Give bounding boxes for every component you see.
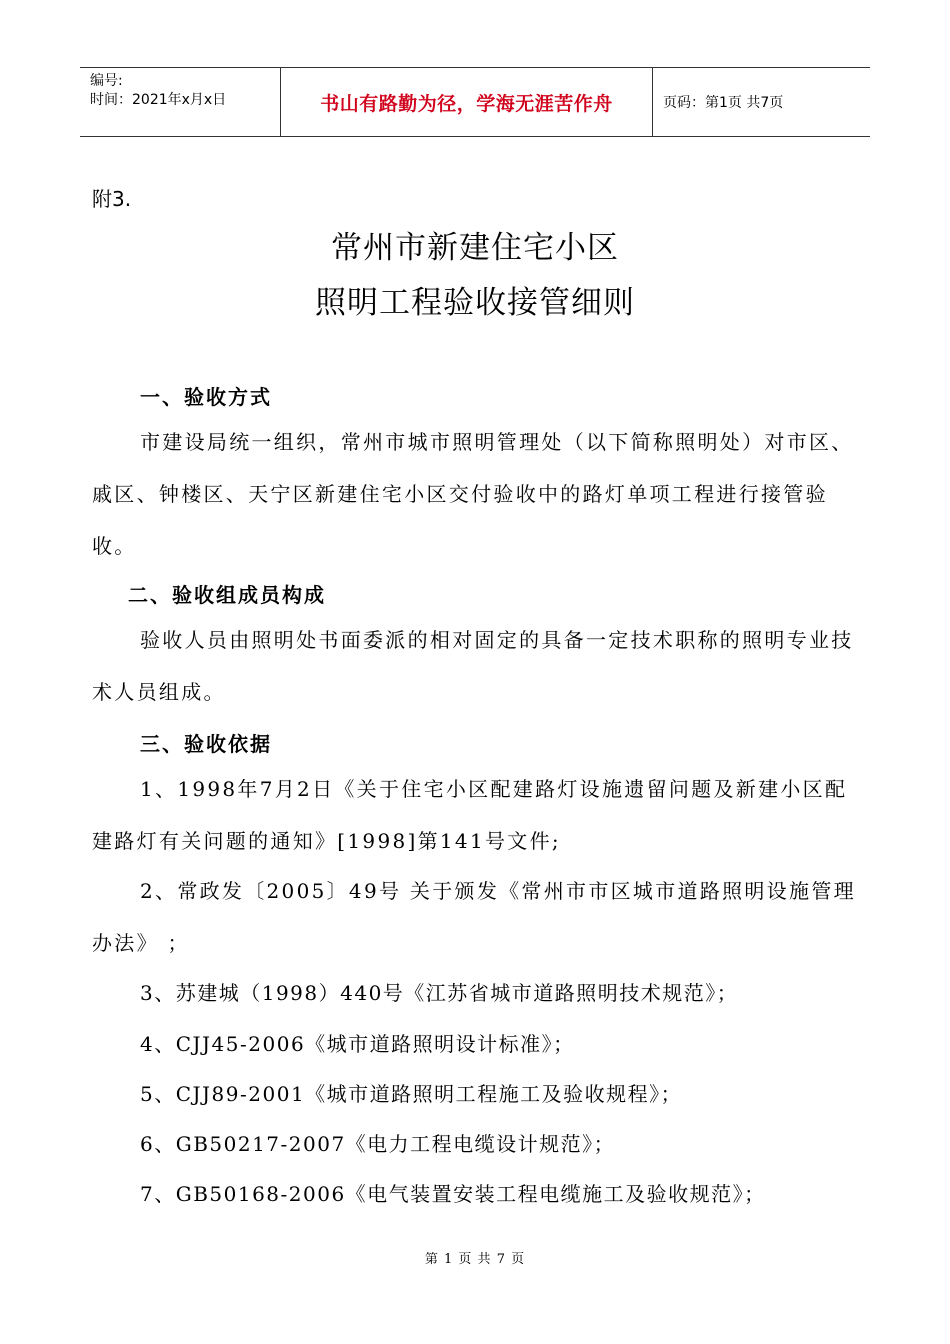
section3-item4: 4、CJJ45-2006《城市道路照明设计标准》； (140, 1032, 575, 1056)
annex-label: 附3. (92, 187, 132, 211)
header-left-cell (80, 68, 281, 136)
section3-heading: 三、验收依据 (140, 732, 272, 756)
motto: 书山有路勤为径，学海无涯苦作舟 (281, 68, 653, 136)
section3-item5: 5、CJJ89-2001《城市道路照明工程施工及验收规程》； (140, 1082, 683, 1106)
date-label: 时间：2021年x月x日 (90, 92, 227, 108)
page-footer: 第 1 页 共 7 页 (424, 1252, 526, 1267)
section3-item3: 3、苏建城（1998）440号《江苏省城市道路照明技术规范》； (140, 981, 739, 1005)
section1-text: 市建设局统一组织，常州市城市照明管理处（以下简称照明处）对市区、戚区、钟楼区、天宁区新建住宅小区交付验收中的路灯单项工程进行接管验收。 (92, 430, 854, 558)
document-title-line2: 照明工程验收接管细则 (315, 285, 635, 321)
document-title-line1: 常州市新建住宅小区 (331, 230, 619, 266)
section3-item7: 7、GB50168-2006《电气装置安装工程电缆施工及验收规范》； (140, 1182, 766, 1206)
page-info: 页码：第1页 共7页 (663, 95, 784, 111)
section2-heading: 二、验收组成员构成 (128, 583, 326, 607)
section3-item2: 2、常政发〔2005〕49号 关于颁发《常州市市区城市道路照明设施管理办法》 ； (92, 879, 856, 955)
header-table (80, 67, 870, 137)
section3-item1: 1、1998年7月2日《关于住宅小区配建路灯设施遗留问题及新建小区配建路灯有关问题的通知》[1998]第141号文件; (92, 777, 848, 853)
section1-heading: 一、验收方式 (140, 385, 272, 409)
section3-item6: 6、GB50217-2007《电力工程电缆设计规范》； (140, 1132, 616, 1156)
number-label: 编号: (90, 73, 123, 89)
section2-text: 验收人员由照明处书面委派的相对固定的具备一定技术职称的照明专业技术人员组成。 (92, 628, 854, 704)
